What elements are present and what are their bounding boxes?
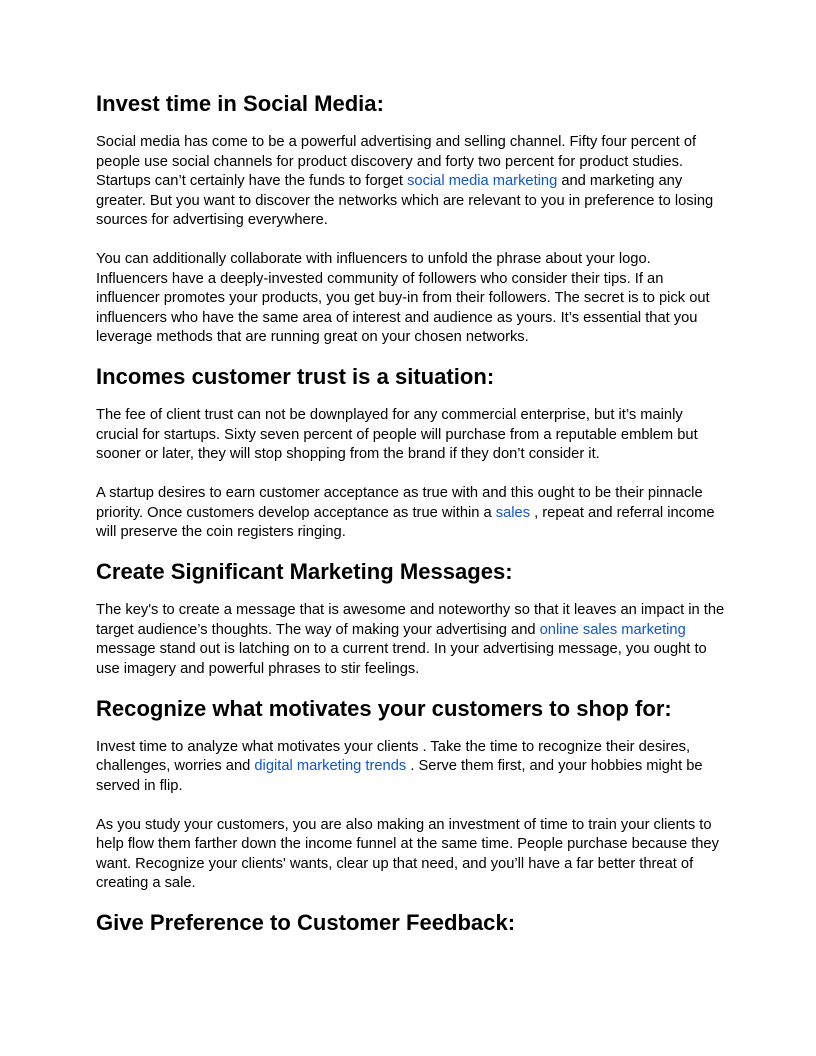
paragraph-customer-motivation-1 xyxy=(96,738,726,797)
paragraph-marketing-messages-1 xyxy=(96,601,726,679)
link-online-sales-marketing[interactable]: online sales marketing xyxy=(539,621,686,638)
paragraph-social-media-2: You can additionally collaborate with influencers to unfold the phrase about your logo. Influencers have a deeply-invested community of followers who consider their tips. If an influencer promotes your products, you get buy-in from their followers. The secret is to pick out influencers who have the same area of interest and audience as yours. It’s essential that you leverage methods that are running great on your chosen networks. xyxy=(96,251,710,345)
paragraph-social-media-1 xyxy=(96,133,726,231)
paragraph-customer-motivation-2: As you study your customers, you are also making an investment of time to train your clients to help flow them farther down the income funnel at the same time. People purchase because they want. Recognize your clients' wants, clear up that need, and you’ll have a far better threat of creating a sale. xyxy=(96,816,719,891)
paragraph-customer-trust-1: The fee of client trust can not be downplayed for any commercial enterprise, but it’s mainly crucial for startups. Sixty seven percent of people will purchase from a reputable emblem but sooner or later, they will stop shopping from the brand if they don’t consider it. xyxy=(96,407,698,462)
link-digital-marketing-trends[interactable]: digital marketing trends xyxy=(254,758,407,774)
heading-customer-feedback: Give Preference to Customer Feedback: xyxy=(96,910,516,935)
heading-social-media: Invest time in Social Media: xyxy=(96,91,384,116)
text-run: . Serve them first, and your hobbies might be served in flip. xyxy=(96,758,703,794)
heading-marketing-messages: Create Significant Marketing Messages: xyxy=(96,559,513,584)
text-run: Invest time to analyze what motivates your clients . Take the time to recognize their desires, challenges, worries and xyxy=(96,738,691,774)
text-run: Social media has come to be a powerful advertising and selling channel. Fifty four percent of people use social channels for product discovery and forty two percent for product studies. Startups can’t certainly have the funds to forget xyxy=(96,134,697,189)
text-run: message stand out is latching on to a current trend. In your advertising message, you ought to use imagery and powerful phrases to stir feelings. xyxy=(96,641,707,677)
link-social-media-marketing[interactable]: social media marketing xyxy=(407,173,558,189)
paragraph-customer-trust-2 xyxy=(96,484,726,543)
text-run: A startup desires to earn customer acceptance as true with and this ought to be their pinnacle priority. Once customers develop acceptance as true within a xyxy=(96,485,703,521)
heading-customer-trust: Incomes customer trust is a situation: xyxy=(96,364,495,389)
heading-customer-motivation: Recognize what motivates your customers to shop for: xyxy=(96,695,672,721)
text-run: The key's to create a message that is awesome and noteworthy so that it leaves an impact in the target audience’s thoughts. The way of making your advertising and xyxy=(96,602,725,638)
text-run: , repeat and referral income will preserve the coin registers ringing. xyxy=(96,504,715,540)
link-sales[interactable]: sales xyxy=(495,504,531,521)
text-run: and marketing any greater. But you want to discover the networks which are relevant to you in preference to losing sources for advertising everywhere. xyxy=(96,173,714,228)
